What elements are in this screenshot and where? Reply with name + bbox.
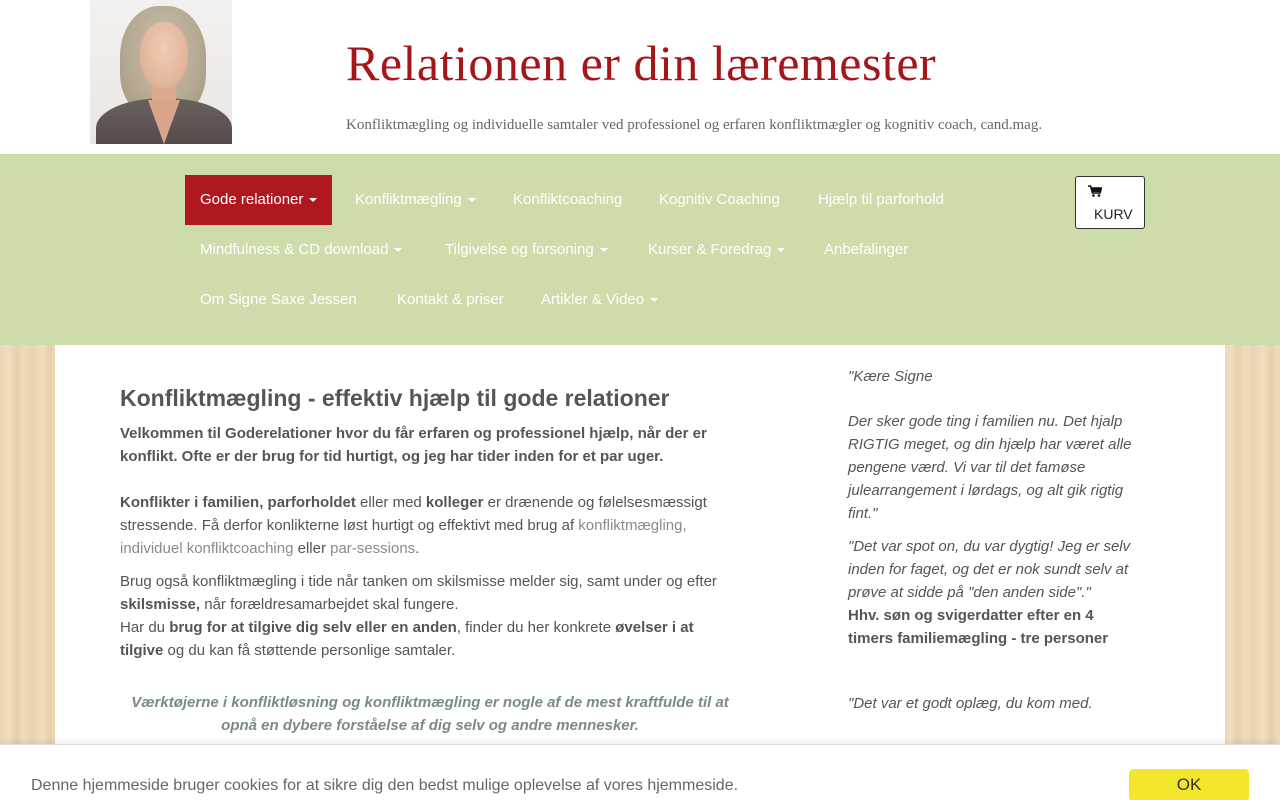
highlight-quote: Værktøjerne i konfliktløsning og konfliktmægling er nogle af de mest kraftfulde til at opnå en dybere forståelse af dig selv og andre mennesker. <box>131 694 729 734</box>
caret-down-icon <box>468 198 476 202</box>
testimonial-3: "Det var et godt oplæg, du kom med. <box>848 695 1093 712</box>
nav-item-hjaelp-parforhold[interactable]: Hjælp til parforhold <box>818 191 944 208</box>
testimonial-greeting: "Kære Signe <box>848 368 933 385</box>
caret-down-icon <box>650 298 658 302</box>
caret-down-icon <box>777 248 785 252</box>
nav-item-anbefalinger[interactable]: Anbefalinger <box>824 241 909 258</box>
cart-label: KURV <box>1094 206 1133 222</box>
cookie-ok-button[interactable]: OK <box>1129 769 1249 800</box>
cart-icon <box>1088 185 1102 197</box>
page-title: Konfliktmægling - effektiv hjælp til gode relationer <box>120 385 670 411</box>
testimonial-1: Der sker gode ting i familien nu. Det hjalp RIGTIG meget, og din hjælp har været alle pengene værd. Vi var til det famøse julearrangement i lørdags, og alt gik rigtig fint." <box>848 413 1132 522</box>
site-header <box>0 0 1280 154</box>
nav-item-tilgivelse[interactable]: Tilgivelse og forsoning <box>430 225 623 275</box>
intro-paragraph: Velkommen til Goderelationer hvor du får erfaren og professionel hjælp, når der er konflikt. Ofte er der brug for tid hurtigt, og jeg har tider inden for et par uger. <box>120 425 707 465</box>
portrait-photo <box>90 0 232 144</box>
testimonial-2-author: Hhv. søn og svigerdatter efter en 4 timers familiemægling - tre personer <box>848 607 1109 647</box>
caret-down-icon <box>309 198 317 202</box>
link-konfliktcoaching[interactable]: individuel konfliktcoaching <box>120 540 294 557</box>
nav-item-kognitiv-coaching[interactable]: Kognitiv Coaching <box>659 191 780 208</box>
nav-item-mindfulness[interactable]: Mindfulness & CD download <box>185 225 417 275</box>
nav-item-kontakt[interactable]: Kontakt & priser <box>397 291 504 308</box>
nav-item-kurser[interactable]: Kurser & Foredrag <box>633 225 800 275</box>
nav-item-artikler[interactable]: Artikler & Video <box>526 275 673 325</box>
nav-item-konfliktmaegling[interactable]: Konfliktmægling <box>340 175 491 225</box>
cart-button[interactable] <box>1075 176 1145 229</box>
nav-item-om-signe[interactable]: Om Signe Saxe Jessen <box>200 291 357 308</box>
content-panel <box>55 345 1225 800</box>
link-par-sessions[interactable]: par-sessions <box>330 540 416 557</box>
paragraph-divorce: Brug også konfliktmægling i tide når tanken om skilsmisse melder sig, samt under og efter skilsmisse, når forældresamarbejdet skal fungere. Har du brug for at tilgive dig selv eller en anden, finder du her konkrete øvelser i at tilgive og du kan få støttende personlige samtaler. <box>120 573 717 659</box>
nav-item-gode-relationer[interactable]: Gode relationer <box>185 175 332 225</box>
caret-down-icon <box>600 248 608 252</box>
main-nav <box>0 154 1280 345</box>
testimonial-2: "Det var spot on, du var dygtig! Jeg er selv inden for faget, og det er nok sundt selv at prøve at sidde på "den anden side"." <box>848 538 1131 601</box>
caret-down-icon <box>394 248 402 252</box>
cookie-bar <box>0 744 1280 800</box>
nav-item-konfliktcoaching[interactable]: Konfliktcoaching <box>513 191 623 208</box>
link-konfliktmaegling[interactable]: konfliktmægling <box>578 517 683 534</box>
main-column <box>120 422 740 672</box>
testimonials-sidebar <box>848 365 1138 725</box>
site-title[interactable]: Relationen er din læremester <box>346 35 937 91</box>
paragraph-conflicts: Konflikter i familien, parforholdet eller med kolleger er drænende og følelsesmæssigt stressende. Få derfor konlikterne løst hurtigt og effektivt med brug af konfliktmægling, individuel konfliktcoaching eller par-sessions. <box>120 494 707 557</box>
cookie-text: Denne hjemmeside bruger cookies for at sikre dig den bedst mulige oplevelse af vores hjemmeside. <box>31 777 739 794</box>
site-tagline: Konfliktmægling og individuelle samtaler ved professionel og erfaren konfliktmægler og kognitiv coach, cand.mag. <box>346 117 1043 133</box>
